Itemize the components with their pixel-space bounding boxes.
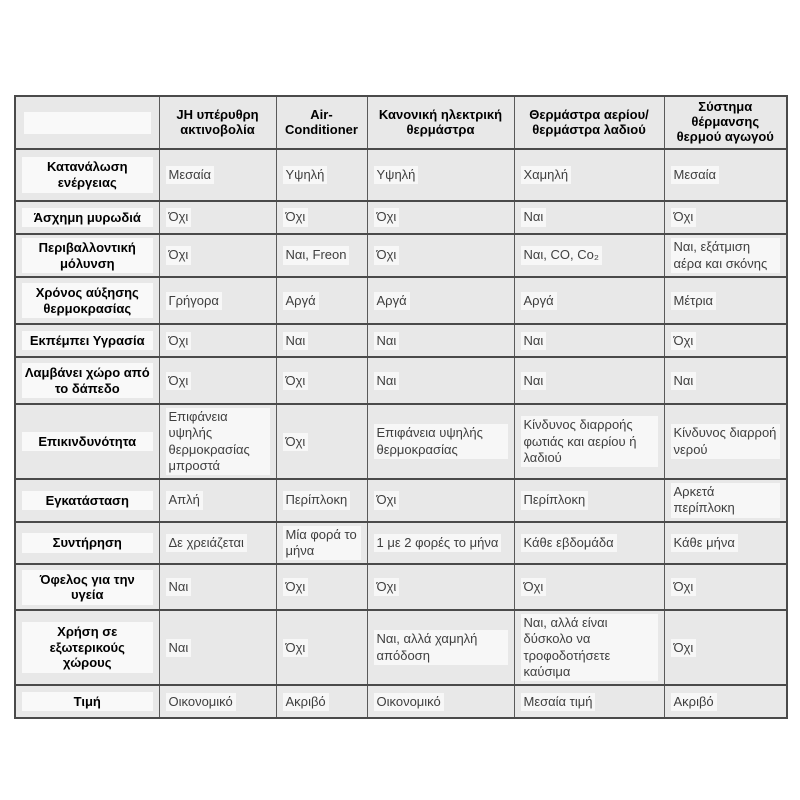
table-cell: Όχι: [276, 357, 367, 404]
table-cell: Γρήγορα: [159, 277, 276, 324]
table-cell: Όχι: [367, 234, 514, 277]
table-cell: Μεσαία τιμή: [514, 685, 664, 718]
column-header-air-conditioner: [276, 96, 367, 149]
heater-comparison-table: [14, 95, 788, 719]
header-row: [15, 96, 787, 149]
table-cell: Επιφάνεια υψηλής θερμοκρασίας μπροστά: [159, 404, 276, 479]
row-header-label: Περιβαλλοντική μόλυνση: [22, 238, 153, 273]
row-header: [15, 404, 159, 479]
corner-cell: [15, 96, 159, 149]
table-cell: Κάθε μήνα: [664, 522, 787, 565]
row-header: [15, 324, 159, 357]
table-cell: Μεσαία: [159, 149, 276, 201]
table-cell: Αρκετά περίπλοκη: [664, 479, 787, 522]
table-row-temperature-rise-time: [15, 277, 787, 324]
row-header-label: Συντήρηση: [22, 533, 153, 553]
table-cell: Όχι: [159, 324, 276, 357]
row-header: [15, 357, 159, 404]
table-cell: Ναι, CO, Co₂: [514, 234, 664, 277]
table-cell: 1 με 2 φορές το μήνα: [367, 522, 514, 565]
table-row-energy-consumption: [15, 149, 787, 201]
table-cell: Υψηλή: [276, 149, 367, 201]
table-cell: Ακριβό: [664, 685, 787, 718]
table-cell: Δε χρειάζεται: [159, 522, 276, 565]
row-header-label: Τιμή: [22, 692, 153, 712]
table-cell: Ναι: [514, 357, 664, 404]
table-cell: Ναι: [276, 324, 367, 357]
row-header: [15, 522, 159, 565]
table-cell: Όχι: [367, 479, 514, 522]
column-header-label: Σύστημα θέρμανσης θερμού αγωγού: [676, 99, 774, 144]
row-header: [15, 149, 159, 201]
row-header: [15, 234, 159, 277]
table-cell: Επιφάνεια υψηλής θερμοκρασίας: [367, 404, 514, 479]
table-cell: Ναι, αλλά είναι δύσκολο να τροφοδοτήσετε καύσιμα: [514, 610, 664, 685]
column-header-label: Κανονική ηλεκτρική θερμάστρα: [378, 106, 503, 137]
table-row-bad-smell: [15, 201, 787, 234]
row-header-label: Εγκατάσταση: [22, 491, 153, 511]
table-cell: Όχι: [664, 610, 787, 685]
table-cell: Ναι, Freon: [276, 234, 367, 277]
table-cell: Ναι, εξάτμιση αέρα και σκόνης: [664, 234, 787, 277]
table-row-takes-floor-space: [15, 357, 787, 404]
row-header: [15, 201, 159, 234]
column-header-label: Air-Conditioner: [285, 106, 358, 137]
corner-highlight: [24, 112, 151, 134]
column-header-electric-heater: [367, 96, 514, 149]
column-header-gas-oil-heater: [514, 96, 664, 149]
row-header-label: Άσχημη μυρωδιά: [22, 208, 153, 228]
table-cell: Κίνδυνος διαρροής φωτιάς και αερίου ή λαδιού: [514, 404, 664, 479]
table-cell: Ναι: [159, 610, 276, 685]
table-cell: Όχι: [276, 564, 367, 610]
table-cell: Όχι: [159, 201, 276, 234]
row-header-label: Όφελος για την υγεία: [22, 570, 153, 605]
table-cell: Ακριβό: [276, 685, 367, 718]
table-cell: Κάθε εβδομάδα: [514, 522, 664, 565]
table-cell: Μεσαία: [664, 149, 787, 201]
table-cell: Όχι: [664, 324, 787, 357]
row-header: [15, 610, 159, 685]
column-header-jh-infrared: [159, 96, 276, 149]
table-cell: Ναι: [159, 564, 276, 610]
table-row-installation: [15, 479, 787, 522]
column-header-hot-duct-system: [664, 96, 787, 149]
table-cell: Όχι: [514, 564, 664, 610]
table-cell: Ναι: [514, 201, 664, 234]
table-cell: Απλή: [159, 479, 276, 522]
table-cell: Οικονομικό: [367, 685, 514, 718]
table-cell: Αργά: [276, 277, 367, 324]
table-cell: Περίπλοκη: [514, 479, 664, 522]
table-row-environmental-pollution: [15, 234, 787, 277]
table-cell: Μία φορά το μήνα: [276, 522, 367, 565]
row-header-label: Λαμβάνει χώρο από το δάπεδο: [22, 363, 153, 398]
table-cell: Όχι: [664, 201, 787, 234]
table-cell: Όχι: [664, 564, 787, 610]
table-cell: Όχι: [276, 201, 367, 234]
table-cell: Όχι: [159, 234, 276, 277]
table-cell: Οικονομικό: [159, 685, 276, 718]
table-row-health-benefit: [15, 564, 787, 610]
table-cell: Ναι: [664, 357, 787, 404]
table-cell: Ναι: [367, 324, 514, 357]
table-cell: Όχι: [159, 357, 276, 404]
column-header-label: Θερμάστρα αερίου/ θερμάστρα λαδιού: [529, 106, 649, 137]
row-header: [15, 685, 159, 718]
table-cell: Χαμηλή: [514, 149, 664, 201]
row-header-label: Επικινδυνότητα: [22, 432, 153, 452]
table-row-emits-humidity: [15, 324, 787, 357]
table-cell: Ναι: [367, 357, 514, 404]
row-header-label: Εκπέμπει Υγρασία: [22, 331, 153, 351]
row-header: [15, 479, 159, 522]
row-header: [15, 277, 159, 324]
row-header-label: Κατανάλωση ενέργειας: [22, 157, 153, 192]
row-header: [15, 564, 159, 610]
table-cell: Ναι, αλλά χαμηλή απόδοση: [367, 610, 514, 685]
table-cell: Περίπλοκη: [276, 479, 367, 522]
row-header-label: Χρήση σε εξωτερικούς χώρους: [22, 622, 153, 673]
table-row-outdoor-use: [15, 610, 787, 685]
table-cell: Όχι: [276, 404, 367, 479]
table-cell: Αργά: [514, 277, 664, 324]
table-cell: Όχι: [367, 564, 514, 610]
table-cell: Όχι: [276, 610, 367, 685]
table-cell: Όχι: [367, 201, 514, 234]
table-cell: Αργά: [367, 277, 514, 324]
table-row-price: [15, 685, 787, 718]
table-cell: Μέτρια: [664, 277, 787, 324]
table-row-maintenance: [15, 522, 787, 565]
table-cell: Κίνδυνος διαρροή νερού: [664, 404, 787, 479]
table-cell: Ναι: [514, 324, 664, 357]
column-header-label: JH υπέρυθρη ακτινοβολία: [176, 106, 259, 137]
table-cell: Υψηλή: [367, 149, 514, 201]
table-row-danger: [15, 404, 787, 479]
row-header-label: Χρόνος αύξησης θερμοκρασίας: [22, 283, 153, 318]
